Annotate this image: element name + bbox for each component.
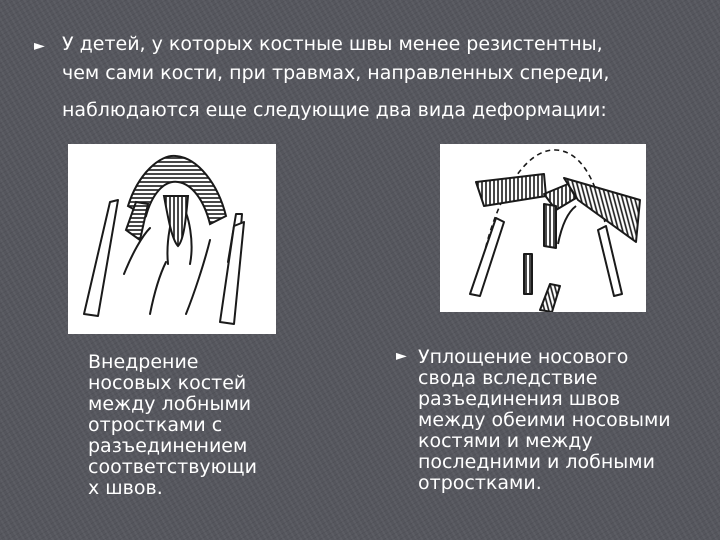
left-caption-line-7: х швов. [88,477,163,499]
right-caption-line-3: разъединения швов [418,388,621,410]
left-caption-line-5: разъединением [88,435,248,457]
intro-line-3: наблюдаются еще следующие два вида деформации: [62,99,607,121]
left-caption-line-2: носовых костей [88,372,247,394]
right-caption-line-6: последними и лобными [418,451,655,473]
illustration-nasal-vault-flattening [440,144,646,312]
illustration-nasal-bones-impacted [68,144,276,334]
right-caption-line-7: отростками. [418,472,542,494]
left-caption-line-4: отростками с [88,414,223,436]
right-caption-line-5: костями и между [418,430,593,452]
right-caption-line-2: свода вследствие [418,367,598,389]
right-caption-line-1: Уплощение носового [418,346,629,368]
right-caption [418,347,708,494]
intro-line-1: У детей, у которых костные швы менее резистентны, [62,33,603,55]
left-caption-line-3: между лобными [88,393,252,415]
bullet-intro: ► [34,38,45,54]
drawing-right [440,144,646,312]
intro-text [62,30,702,125]
left-caption-line-1: Внедрение [88,351,199,373]
bullet-right-caption: ► [396,348,407,364]
left-caption [88,352,288,499]
left-caption-line-6: соответствующи [88,456,257,478]
intro-line-2: чем сами кости, при травмах, направленных спереди, [62,62,610,84]
right-caption-line-4: между обеими носовыми [418,409,671,431]
drawing-left [68,144,276,334]
